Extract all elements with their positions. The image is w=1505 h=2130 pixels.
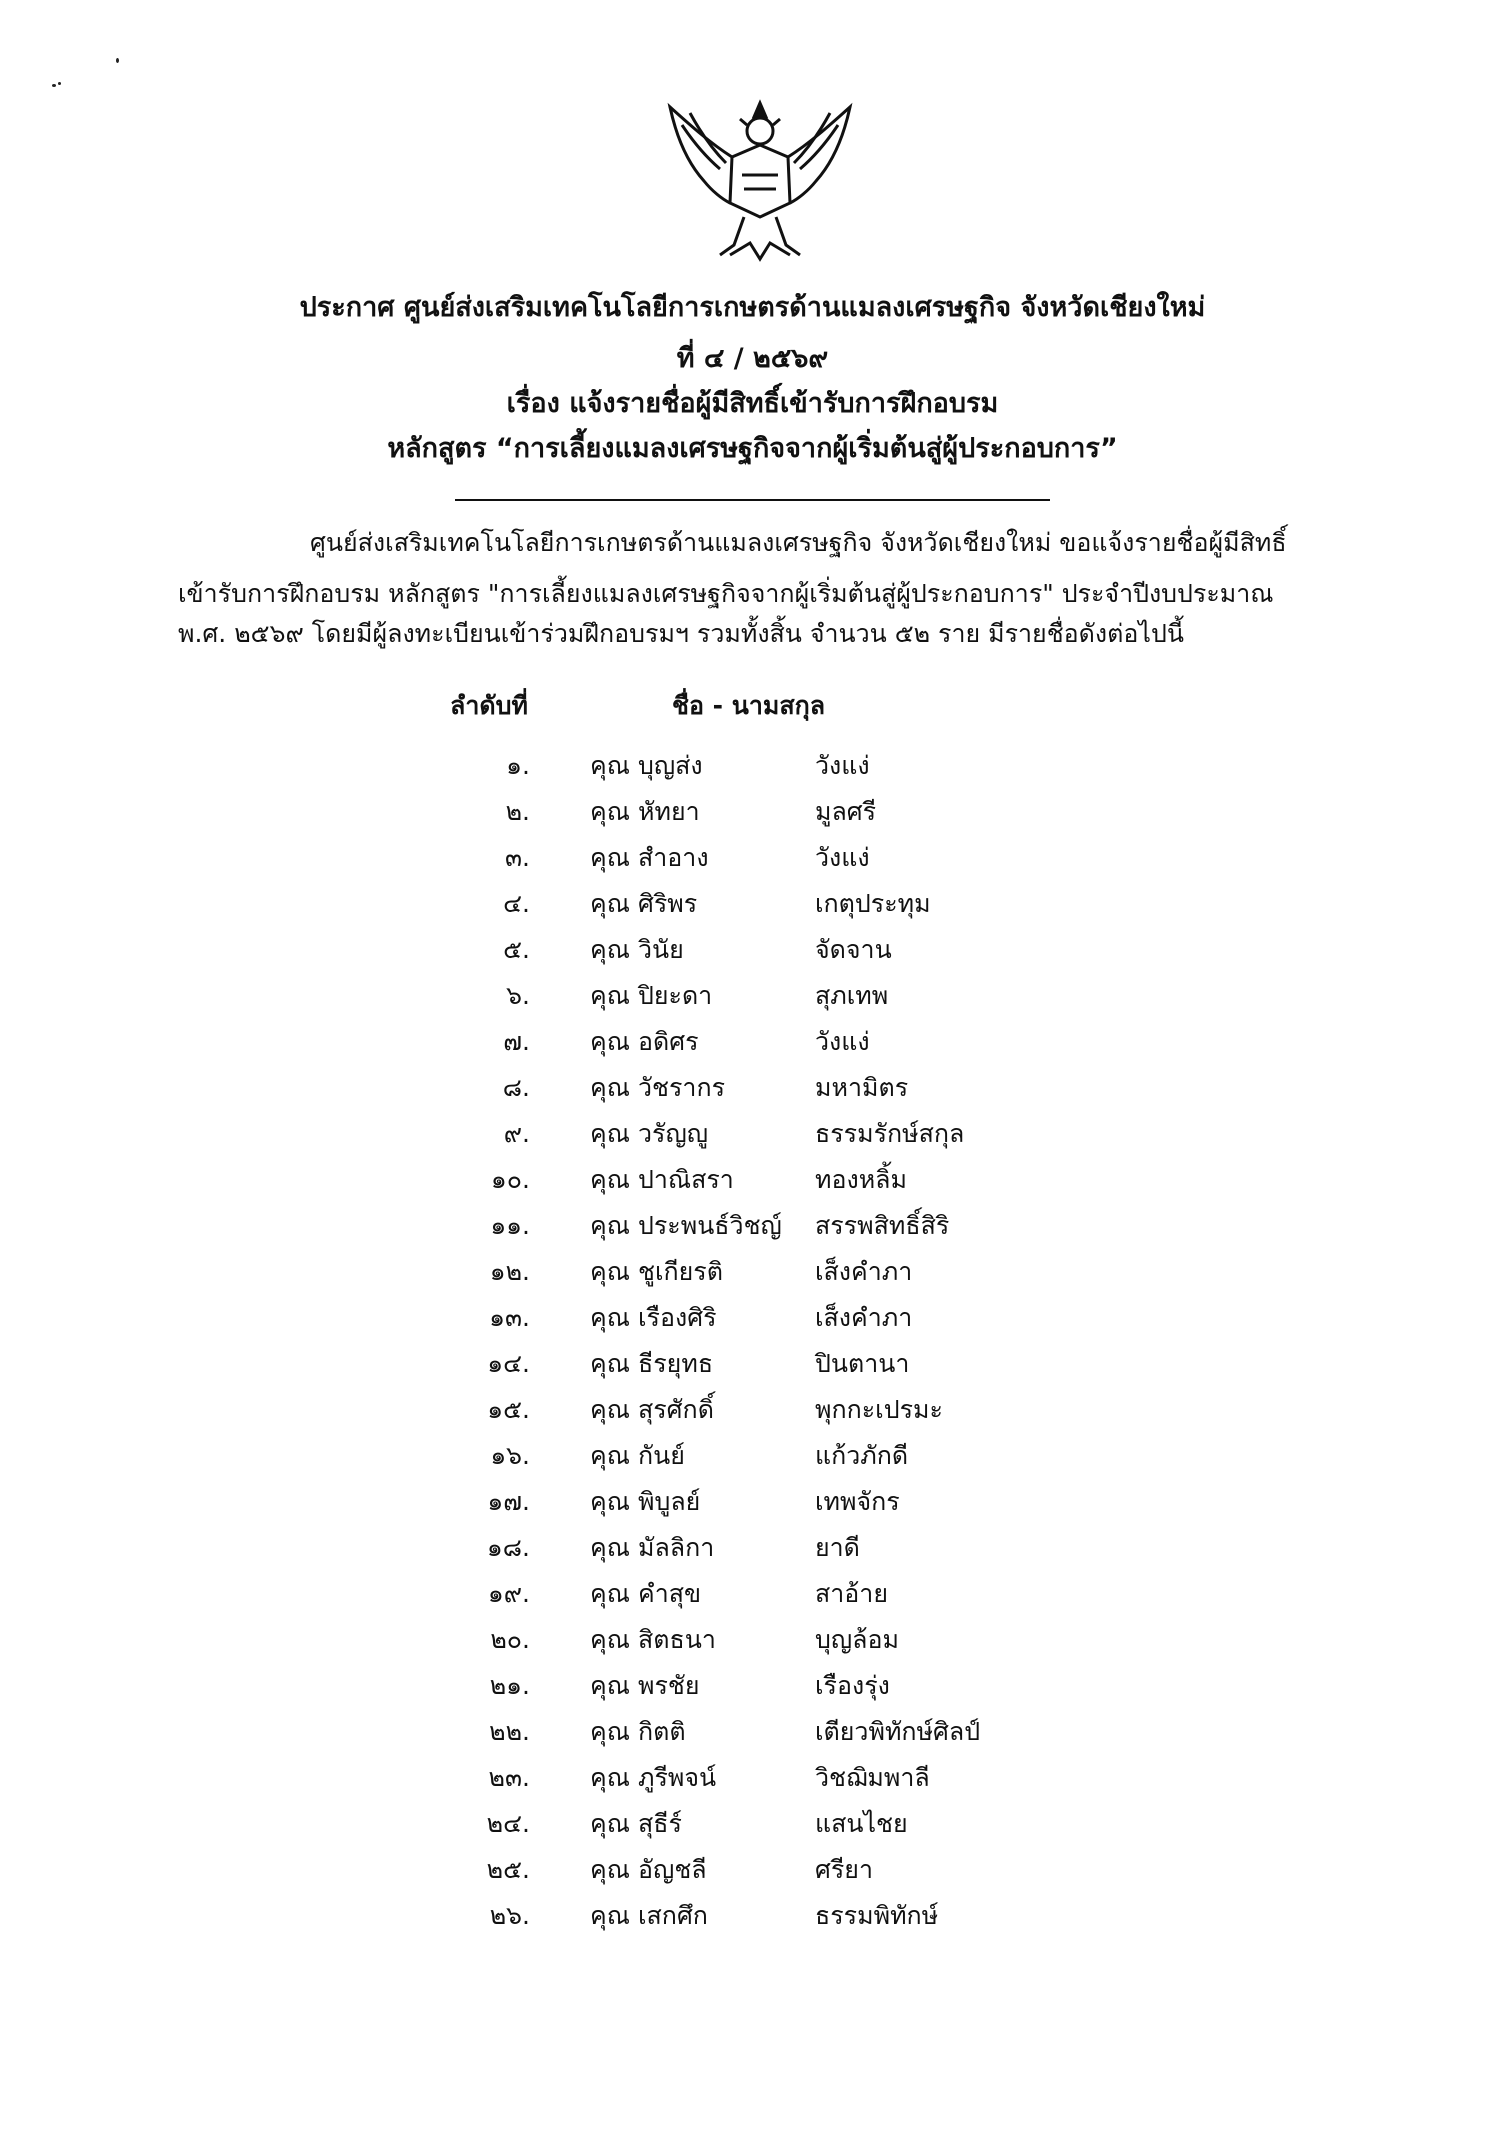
participant-first-name: สุธีร์ — [638, 1809, 682, 1838]
participant-title: คุณ — [590, 1395, 630, 1424]
participant-row — [0, 792, 1505, 838]
participant-first-name: วินัย — [638, 935, 684, 964]
participant-first-name: ประพนธ์วิชญ์ — [638, 1211, 782, 1240]
participant-first-name: ธีรยุทธ — [638, 1349, 714, 1378]
participant-row — [0, 746, 1505, 792]
participant-last-name: แก้วภักดี — [815, 1441, 909, 1470]
participant-title: คุณ — [590, 1441, 630, 1470]
participant-last-name: เรืองรุ่ง — [815, 1671, 890, 1700]
document-number: ที่ ๔ / ๒๕๖๙ — [676, 343, 829, 374]
participant-row — [0, 1528, 1505, 1574]
participant-first-name: ภูรีพจน์ — [638, 1763, 717, 1792]
participant-title: คุณ — [590, 889, 630, 918]
participant-first-name: มัลลิกา — [638, 1533, 715, 1562]
participant-row — [0, 838, 1505, 884]
participant-title: คุณ — [590, 1027, 630, 1056]
participant-number: ๙. — [503, 1119, 530, 1148]
participant-first-name: บุญส่ง — [638, 751, 703, 780]
garuda-emblem — [660, 95, 860, 265]
participant-number: ๒๐. — [490, 1625, 530, 1654]
participant-number: ๒๔. — [486, 1809, 530, 1838]
participant-title: คุณ — [590, 1165, 630, 1194]
participant-number: ๒๑. — [489, 1671, 530, 1700]
participant-row — [0, 1114, 1505, 1160]
participant-last-name: สาอ้าย — [815, 1579, 888, 1608]
participant-last-name: พุกกะเปรมะ — [815, 1395, 943, 1424]
participant-title: คุณ — [590, 1303, 630, 1332]
participant-row — [0, 884, 1505, 930]
body-paragraph-line-2: เข้ารับการฝึกอบรม หลักสูตร "การเลี้ยงแมลงเศรษฐกิจจากผู้เริ่มต้นสู่ผู้ประกอบการ" ประจำปีงบประมาณ — [178, 579, 1274, 608]
participant-row — [0, 930, 1505, 976]
participant-number: ๗. — [503, 1027, 530, 1056]
participant-last-name: มหามิตร — [815, 1073, 909, 1102]
participant-first-name: กันย์ — [638, 1441, 685, 1470]
participant-title: คุณ — [590, 1717, 630, 1746]
participant-first-name: อดิศร — [638, 1027, 699, 1056]
participant-row — [0, 1022, 1505, 1068]
participant-number: ๑๘. — [486, 1533, 530, 1562]
participant-number: ๑๒. — [489, 1257, 530, 1286]
participant-title: คุณ — [590, 935, 630, 964]
participant-title: คุณ — [590, 1855, 630, 1884]
participant-row — [0, 1896, 1505, 1942]
participant-first-name: พรชัย — [638, 1671, 700, 1700]
participant-title: คุณ — [590, 797, 630, 826]
participant-title: คุณ — [590, 1349, 630, 1378]
participant-number: ๕. — [503, 935, 530, 964]
participant-row — [0, 976, 1505, 1022]
participant-title: คุณ — [590, 1809, 630, 1838]
participant-row — [0, 1758, 1505, 1804]
participant-last-name: แสนไชย — [815, 1809, 908, 1838]
participant-last-name: วิชฌิมพาลี — [815, 1763, 930, 1792]
participant-last-name: สรรพสิทธิ์สิริ — [815, 1211, 950, 1240]
participant-row — [0, 1344, 1505, 1390]
participant-number: ๑๙. — [487, 1579, 530, 1608]
participant-first-name: หัทยา — [638, 797, 700, 826]
participant-number: ๒๕. — [486, 1855, 530, 1884]
participant-first-name: ปิยะดา — [638, 981, 713, 1010]
participant-title: คุณ — [590, 1073, 630, 1102]
participant-row — [0, 1620, 1505, 1666]
participant-last-name: มูลศรี — [815, 797, 877, 826]
participant-last-name: เทพจักร — [815, 1487, 900, 1516]
participant-last-name: ศรียา — [815, 1855, 873, 1884]
participant-number: ๘. — [502, 1073, 530, 1102]
participant-title: คุณ — [590, 1763, 630, 1792]
participant-first-name: เสกศึก — [638, 1901, 708, 1930]
participant-first-name: สุรศักดิ์ — [638, 1395, 714, 1424]
course-line: หลักสูตร “การเลี้ยงแมลงเศรษฐกิจจากผู้เริ่มต้นสู่ผู้ประกอบการ” — [387, 433, 1118, 464]
body-paragraph-line-1: ศูนย์ส่งเสริมเทคโนโลยีการเกษตรด้านแมลงเศรษฐกิจ จังหวัดเชียงใหม่ ขอแจ้งรายชื่อผู้มีสิทธิ์ — [310, 528, 1287, 557]
participant-last-name: วังแง่ — [815, 1027, 870, 1056]
body-paragraph-line-3: พ.ศ. ๒๕๖๙ โดยมีผู้ลงทะเบียนเข้าร่วมฝึกอบรมฯ รวมทั้งสิ้น จำนวน ๕๒ ราย มีรายชื่อดังต่อไปนี้ — [178, 619, 1184, 648]
participant-list — [0, 746, 1505, 1942]
participant-first-name: ศิริพร — [638, 889, 698, 918]
participant-title: คุณ — [590, 1257, 630, 1286]
participant-title: คุณ — [590, 1119, 630, 1148]
participant-row — [0, 1206, 1505, 1252]
participant-first-name: เรืองศิริ — [638, 1303, 717, 1332]
participant-number: ๒๒. — [489, 1717, 530, 1746]
participant-last-name: สุภเทพ — [815, 981, 889, 1010]
participant-last-name: เกตุประทุม — [815, 889, 931, 918]
participant-title: คุณ — [590, 1901, 630, 1930]
participant-first-name: ปาณิสรา — [638, 1165, 734, 1194]
participant-first-name: สำอาง — [638, 843, 709, 872]
column-header-name: ชื่อ - นามสกุล — [672, 691, 826, 720]
participant-row — [0, 1390, 1505, 1436]
participant-row — [0, 1068, 1505, 1114]
participant-first-name: พิบูลย์ — [638, 1487, 701, 1516]
participant-last-name: ปินตานา — [815, 1349, 910, 1378]
participant-title: คุณ — [590, 981, 630, 1010]
column-header-order: ลำดับที่ — [450, 691, 528, 720]
participant-number: ๓. — [504, 843, 530, 872]
participant-row — [0, 1482, 1505, 1528]
participant-number: ๑๓. — [489, 1303, 530, 1332]
participant-number: ๑๖. — [490, 1441, 530, 1470]
participant-number: ๑๔. — [487, 1349, 530, 1378]
participant-row — [0, 1666, 1505, 1712]
participant-title: คุณ — [590, 1671, 630, 1700]
participant-last-name: ยาดี — [815, 1533, 860, 1562]
participant-last-name: เส็งคำภา — [815, 1257, 913, 1286]
participant-last-name: บุญล้อม — [815, 1625, 899, 1654]
subject-line: เรื่อง แจ้งรายชื่อผู้มีสิทธิ์เข้ารับการฝึกอบรม — [506, 388, 999, 419]
participant-number: ๑๗. — [487, 1487, 530, 1516]
participant-number: ๑๐. — [490, 1165, 530, 1194]
participant-first-name: ชูเกียรติ — [638, 1257, 723, 1286]
participant-title: คุณ — [590, 751, 630, 780]
participant-last-name: ธรรมรักษ์สกุล — [815, 1119, 965, 1148]
participant-title: คุณ — [590, 1487, 630, 1516]
participant-row — [0, 1712, 1505, 1758]
participant-last-name: ทองหลิ้ม — [815, 1165, 907, 1194]
participant-number: ๑๑. — [490, 1211, 530, 1240]
participant-number: ๖. — [506, 981, 530, 1010]
participant-last-name: เส็งคำภา — [815, 1303, 913, 1332]
participant-number: ๑๕. — [487, 1395, 530, 1424]
participant-title: คุณ — [590, 1533, 630, 1562]
scan-specks — [48, 52, 128, 102]
participant-title: คุณ — [590, 1625, 630, 1654]
participant-row — [0, 1160, 1505, 1206]
participant-first-name: กิตติ — [638, 1717, 686, 1746]
participant-number: ๒๓. — [488, 1763, 530, 1792]
participant-row — [0, 1850, 1505, 1896]
participant-number: ๒๖. — [489, 1901, 530, 1930]
participant-first-name: สิตธนา — [638, 1625, 716, 1654]
participant-last-name: วังแง่ — [815, 751, 870, 780]
participant-row — [0, 1804, 1505, 1850]
participant-last-name: ธรรมพิทักษ์ — [815, 1901, 939, 1930]
announcement-title: ประกาศ ศูนย์ส่งเสริมเทคโนโลยีการเกษตรด้านแมลงเศรษฐกิจ จังหวัดเชียงใหม่ — [299, 292, 1206, 323]
participant-row — [0, 1574, 1505, 1620]
participant-last-name: เตียวพิทักษ์ศิลป์ — [815, 1717, 981, 1746]
participant-row — [0, 1298, 1505, 1344]
participant-first-name: คำสุข — [638, 1579, 702, 1608]
header-divider — [455, 499, 1050, 501]
participant-last-name: วังแง่ — [815, 843, 870, 872]
participant-number: ๔. — [503, 889, 530, 918]
participant-number: ๒. — [505, 797, 530, 826]
participant-first-name: อัญชลี — [638, 1855, 707, 1884]
participant-first-name: วรัญญู — [638, 1119, 709, 1148]
participant-first-name: วัชรากร — [638, 1073, 726, 1102]
participant-title: คุณ — [590, 843, 630, 872]
participant-row — [0, 1436, 1505, 1482]
participant-number: ๑. — [506, 751, 530, 780]
participant-title: คุณ — [590, 1211, 630, 1240]
participant-title: คุณ — [590, 1579, 630, 1608]
participant-row — [0, 1252, 1505, 1298]
participant-last-name: จัดจาน — [815, 935, 892, 964]
